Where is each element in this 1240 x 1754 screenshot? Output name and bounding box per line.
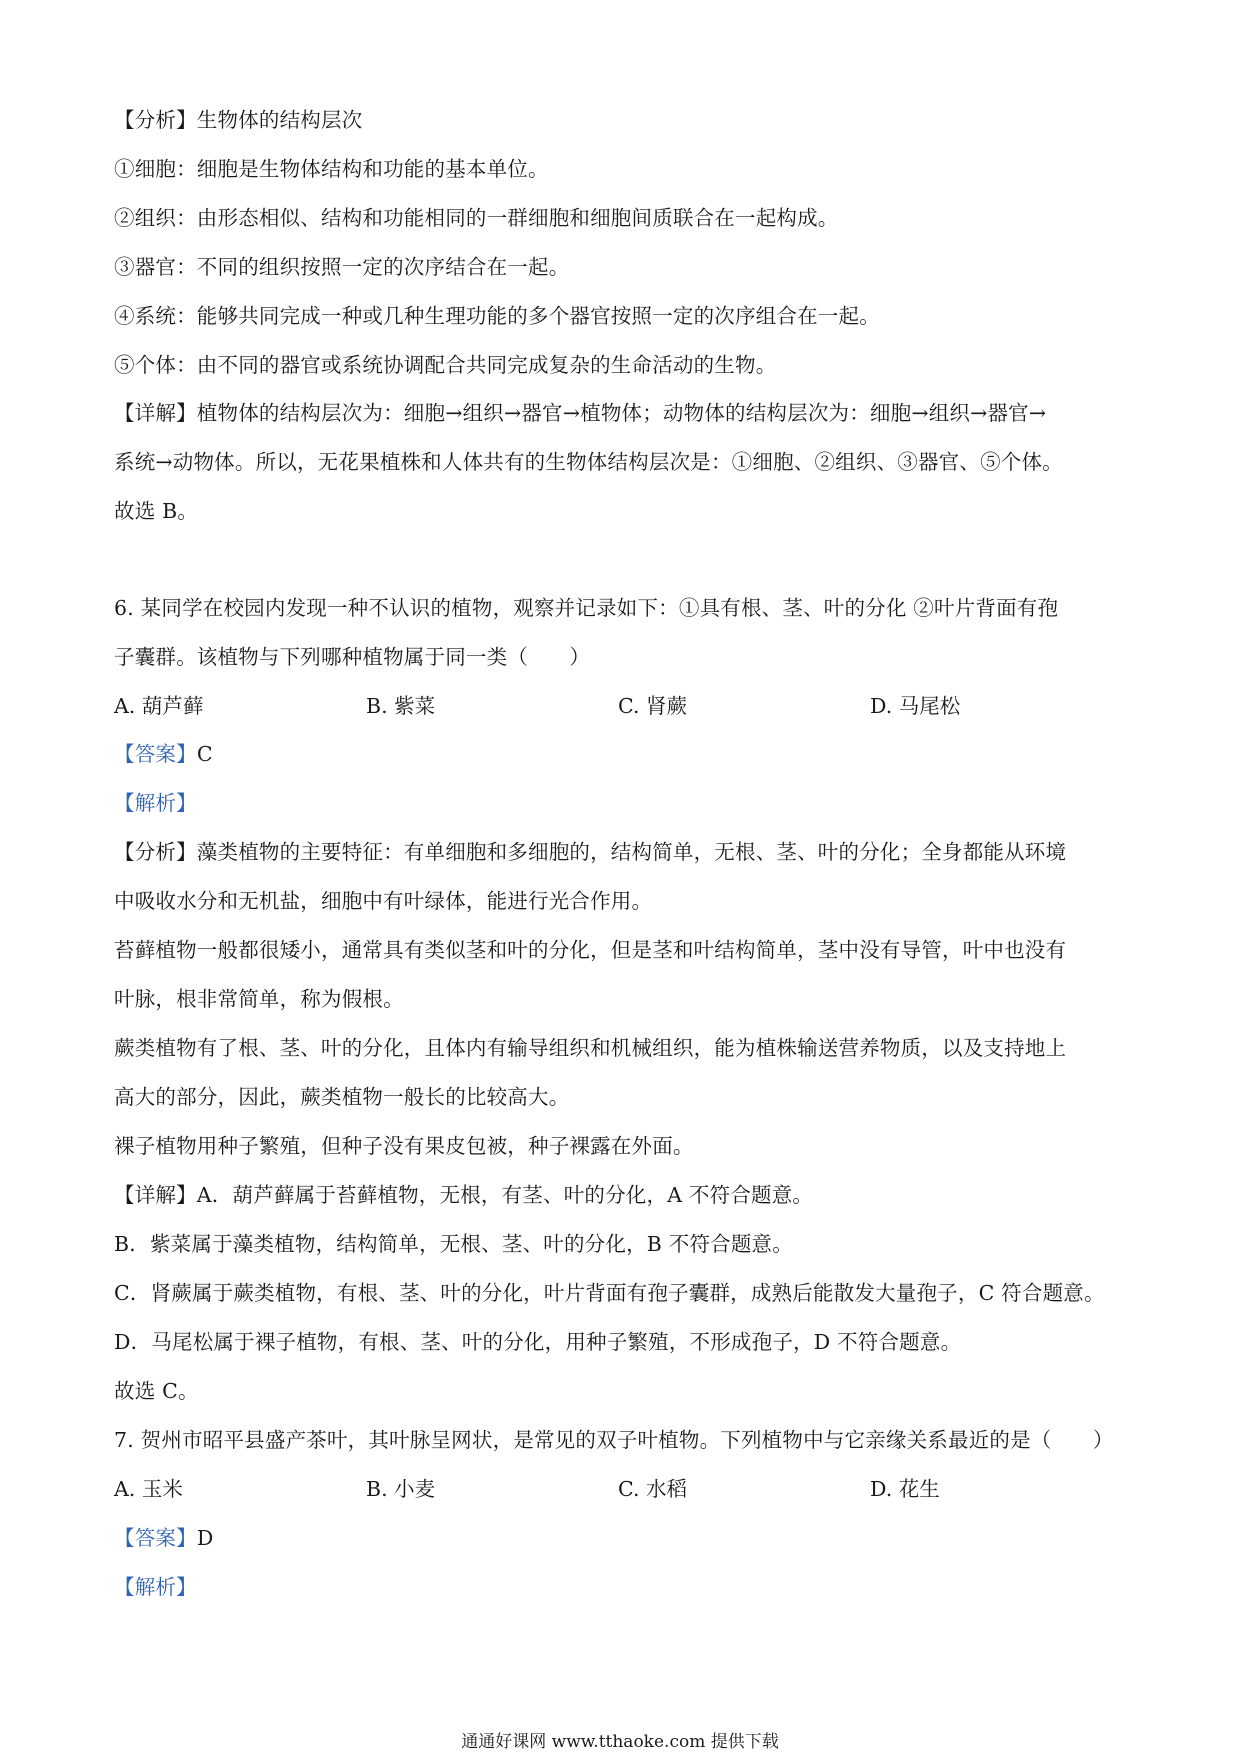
analysis-point: ②组织：由形态相似、结构和功能相同的一群细胞和细胞间质联合在一起构成。 xyxy=(114,206,839,230)
question-6-stem: 6. 某同学在校园内发现一种不认识的植物，观察并记录如下：①具有根、茎、叶的分化 ②叶片背面有孢 xyxy=(114,596,1059,620)
analysis-point: ③器官：不同的组织按照一定的次序结合在一起。 xyxy=(114,255,570,279)
option-a: A. 葫芦藓 xyxy=(114,694,204,718)
analysis-paragraph: 苔藓植物一般都很矮小，通常具有类似茎和叶的分化，但是茎和叶结构简单，茎中没有导管，叶中也没有 xyxy=(114,938,1067,962)
analysis-heading: 【分析】生物体的结构层次 xyxy=(114,108,363,132)
detail-paragraph: B．紫菜属于藻类植物，结构简单，无根、茎、叶的分化，B 不符合题意。 xyxy=(114,1232,793,1256)
analysis-paragraph: 中吸收水分和无机盐，细胞中有叶绿体，能进行光合作用。 xyxy=(114,889,653,913)
option-d: D. 花生 xyxy=(870,1477,940,1501)
analysis-paragraph: 蕨类植物有了根、茎、叶的分化，且体内有输导组织和机械组织，能为植株输送营养物质，以及支持地上 xyxy=(114,1036,1067,1060)
option-d: D. 马尾松 xyxy=(870,694,961,718)
option-b: B. 紫菜 xyxy=(366,694,436,718)
answer-line xyxy=(114,740,213,768)
page-footer: 通通好课网 www.tthaoke.com 提供下载 xyxy=(461,1732,779,1752)
option-c: C. 水稻 xyxy=(618,1477,687,1501)
detail-paragraph: 系统→动物体。所以，无花果植株和人体共有的生物体结构层次是：①细胞、②组织、③器官、⑤个体。 xyxy=(114,450,1063,474)
detail-paragraph: 【详解】植物体的结构层次为：细胞→组织→器官→植物体；动物体的结构层次为：细胞→组织→器官→ xyxy=(114,401,1047,425)
jiexi-tag: 【解析】 xyxy=(114,791,197,815)
analysis-point: ④系统：能够共同完成一种或几种生理功能的多个器官按照一定的次序组合在一起。 xyxy=(114,304,880,328)
answer-value: D xyxy=(196,1526,214,1550)
question-6-stem: 子囊群。该植物与下列哪种植物属于同一类（ ） xyxy=(114,645,591,669)
detail-paragraph: C．肾蕨属于蕨类植物，有根、茎、叶的分化，叶片背面有孢子囊群，成熟后能散发大量孢子，C 符合题意。 xyxy=(114,1281,1105,1305)
analysis-paragraph: 高大的部分，因此，蕨类植物一般长的比较高大。 xyxy=(114,1085,570,1109)
option-c: C. 肾蕨 xyxy=(618,694,687,718)
answer-tag: 【答案】 xyxy=(114,1526,197,1550)
answer-value: C xyxy=(196,742,213,766)
question-7-stem: 7. 贺州市昭平县盛产茶叶，其叶脉呈网状，是常见的双子叶植物。下列植物中与它亲缘关系最近的是（ ） xyxy=(114,1428,1114,1452)
analysis-point: ①细胞：细胞是生物体结构和功能的基本单位。 xyxy=(114,157,549,181)
detail-paragraph: 【详解】A．葫芦藓属于苔藓植物，无根，有茎、叶的分化，A 不符合题意。 xyxy=(114,1183,814,1207)
analysis-paragraph: 叶脉，根非常简单，称为假根。 xyxy=(114,987,404,1011)
detail-paragraph: D．马尾松属于裸子植物，有根、茎、叶的分化，用种子繁殖，不形成孢子，D 不符合题意。 xyxy=(114,1330,962,1354)
answer-line xyxy=(114,1524,213,1552)
option-a: A. 玉米 xyxy=(114,1477,183,1501)
analysis-paragraph: 【分析】藻类植物的主要特征：有单细胞和多细胞的，结构简单，无根、茎、叶的分化；全身都能从环境 xyxy=(114,840,1067,864)
conclusion: 故选 C。 xyxy=(114,1379,199,1403)
jiexi-tag: 【解析】 xyxy=(114,1575,197,1599)
conclusion: 故选 B。 xyxy=(114,499,199,523)
analysis-paragraph: 裸子植物用种子繁殖，但种子没有果皮包被，种子裸露在外面。 xyxy=(114,1134,694,1158)
option-b: B. 小麦 xyxy=(366,1477,436,1501)
answer-tag: 【答案】 xyxy=(114,742,197,766)
analysis-point: ⑤个体：由不同的器官或系统协调配合共同完成复杂的生命活动的生物。 xyxy=(114,353,777,377)
